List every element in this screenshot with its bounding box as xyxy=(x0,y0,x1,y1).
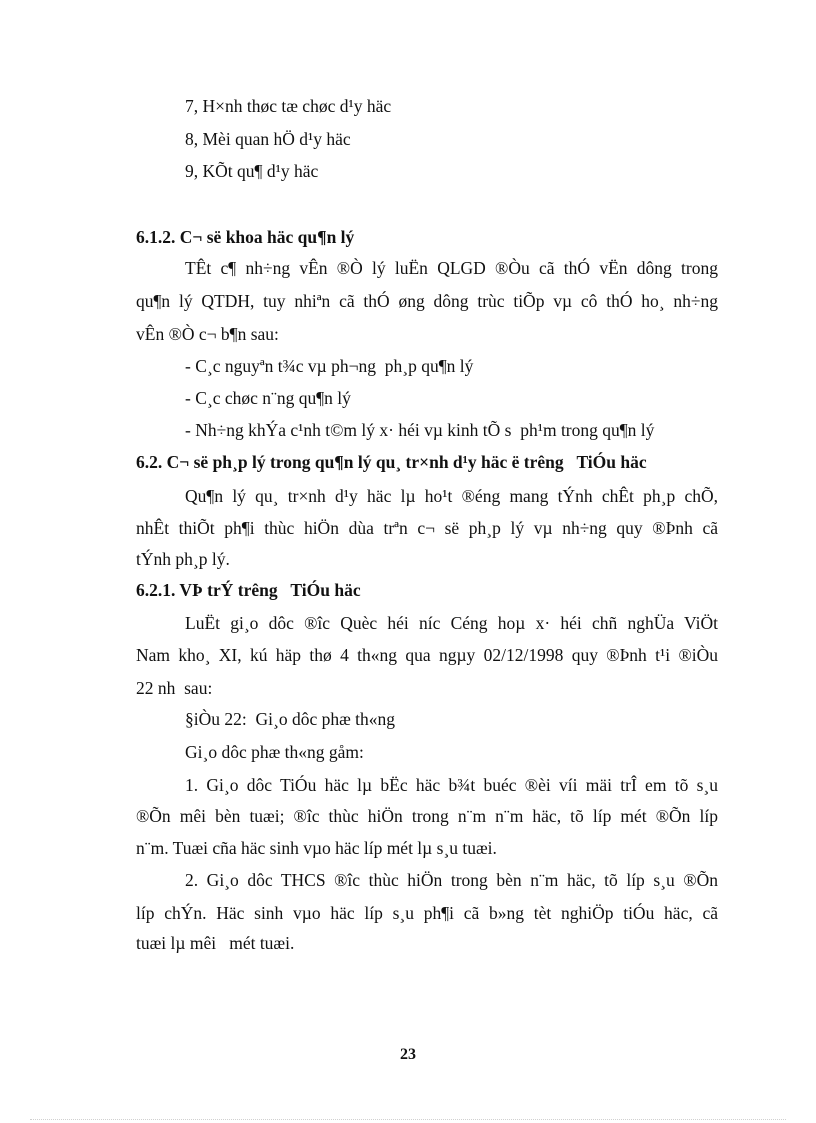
bullet-item: - Nh÷ng khÝa c¹nh t©m lý x· héi vµ kinh tÕ s ph¹m trong qu¶n lý xyxy=(185,420,655,440)
page-bottom-divider xyxy=(30,1119,786,1120)
page-number: 23 xyxy=(400,1046,416,1063)
paragraph-line: 22 nh sau: xyxy=(136,678,213,698)
paragraph-line: Gi¸o dôc phæ th«ng gåm: xyxy=(185,742,364,762)
paragraph-line: Qu¶n lý qu¸ tr×nh d¹y häc lµ ho¹t ®éng mang tÝnh chÊt ph¸p chÕ, xyxy=(185,486,718,506)
paragraph-line: Nam kho¸ XI, kú häp thø 4 th«ng qua ngµy 02/12/1998 quy ®Þnh t¹i ®iÒu xyxy=(136,645,718,665)
paragraph-line: qu¶n lý QTDH, tuy nhiªn cã thÓ øng dông trùc tiÕp vµ cô thÓ ho¸ nh÷ng xyxy=(136,291,718,311)
bullet-item: - C¸c chøc n¨ng qu¶n lý xyxy=(185,388,351,408)
paragraph-line: 1. Gi¸o dôc TiÓu häc lµ bËc häc b¾t buéc ®èi víi mäi trÎ em tõ s¸u xyxy=(185,775,718,795)
section-heading-6-2-1: 6.2.1. VÞ trÝ trêng TiÓu häc xyxy=(136,580,361,600)
paragraph-line: nhÊt thiÕt ph¶i thùc hiÖn dùa trªn c¬ së ph¸p lý vµ nh÷ng quy ®Þnh cã xyxy=(136,518,718,538)
section-heading-6-2: 6.2. C¬ së ph¸p lý trong qu¶n lý qu¸ tr×nh d¹y häc ë trêng TiÓu häc xyxy=(136,452,647,472)
paragraph-line: ®Õn mêi bèn tuæi; ®îc thùc hiÖn trong n¨m n¨m häc, tõ líp mét ®Õn líp xyxy=(136,806,718,826)
paragraph-line: líp chÝn. Häc sinh vµo häc líp s¸u ph¶i cã b»ng tèt nghiÖp tiÓu häc, cã xyxy=(136,903,718,923)
bullet-item: - C¸c nguyªn t¾c vµ ph¬ng ph¸p qu¶n lý xyxy=(185,356,474,376)
list-item-7: 7, H×nh thøc tæ chøc d¹y häc xyxy=(185,96,392,116)
paragraph-line: TÊt c¶ nh÷ng vÊn ®Ò lý luËn QLGD ®Òu cã thÓ vËn dông trong xyxy=(185,258,718,278)
list-item-8: 8, Mèi quan hÖ d¹y häc xyxy=(185,129,351,149)
paragraph-line: LuËt gi¸o dôc ®îc Quèc héi níc Céng hoµ x· héi chñ nghÜa ViÖt xyxy=(185,613,718,633)
section-heading-6-1-2: 6.1.2. C¬ së khoa häc qu¶n lý xyxy=(136,227,355,247)
paragraph-line: 2. Gi¸o dôc THCS ®îc thùc hiÖn trong bèn n¨m häc, tõ líp s¸u ®Õn xyxy=(185,870,718,890)
paragraph-line: tuæi lµ mêi mét tuæi. xyxy=(136,933,295,953)
paragraph-line: vÊn ®Ò c¬ b¶n sau: xyxy=(136,324,279,344)
list-item-9: 9, KÕt qu¶ d¹y häc xyxy=(185,161,319,181)
paragraph-line: tÝnh ph¸p lý. xyxy=(136,549,230,569)
paragraph-line: n¨m. Tuæi cña häc sinh vµo häc líp mét lµ s¸u tuæi. xyxy=(136,838,497,858)
article-title: §iÒu 22: Gi¸o dôc phæ th«ng xyxy=(185,709,395,729)
